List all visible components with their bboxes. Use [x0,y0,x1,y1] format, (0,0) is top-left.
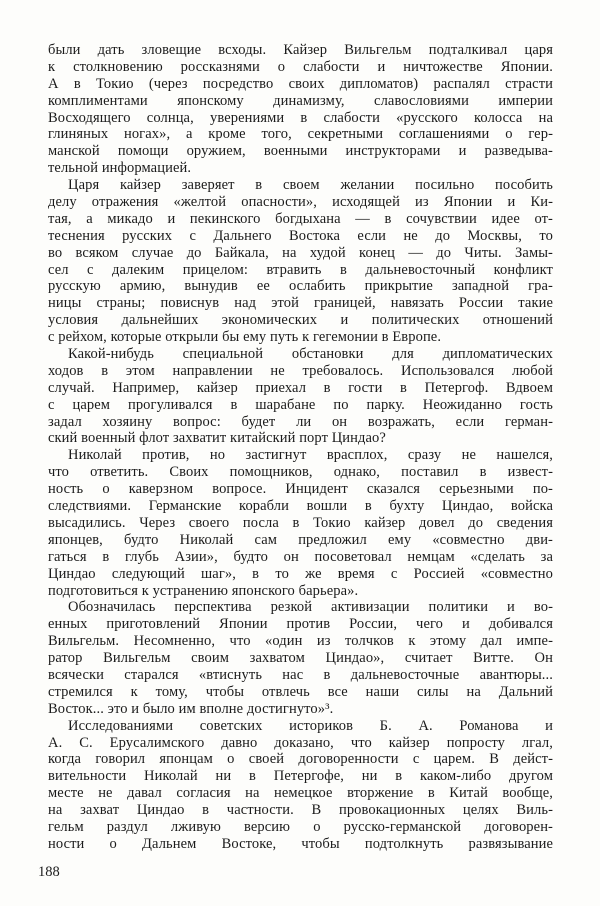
text-line: комплиментами японскому динамизму, славословиями империи [48,92,553,109]
text-line: с царем прогуливался в шарабане по парку. Неожиданно гость [48,396,553,413]
text-line: тельной информацией. [48,160,192,177]
text-line: Восходящего солнца, уверениями в слабости «русского колосса на [48,109,553,126]
text-line: тая, а микадо и пекинского богдыхана — в сочувствии идее от- [48,210,553,227]
text-line: Исследованиями советских историков Б. А. Романова и [68,717,553,734]
text-line: ницы страны; повиснув над этой границей, навязать России такие [48,295,553,312]
text-line: вительности Николай ни в Петергофе, ни в каком-либо другом [48,768,553,785]
text-line: подготовиться к устранению японского барьера». [48,582,359,599]
text-line: с рейхом, которые открыли бы ему путь к гегемонии в Европе. [48,329,442,346]
text-line: на захват Циндао в частности. В провокационных целях Виль- [48,802,553,819]
text-line: Циндао следующий шаг», в то же время с Россией «совместно [48,565,553,582]
text-line: Восток... это и было им вполне достигнуто»³. [48,700,334,717]
text-line: делу отражения «желтой опасности», исходящей из Японии и Ки- [48,194,553,211]
text-line: Какой-нибудь специальной обстановки для дипломатических [68,346,553,363]
text-line: следствиями. Германские корабли вошли в бухту Циндао, войска [48,498,553,515]
text-line: А. С. Ерусалимского давно доказано, что кайзер попросту лгал, [48,734,553,751]
text-line: случай. Например, кайзер приехал в гости в Петергоф. Вдвоем [48,379,553,396]
text-line: А в Токио (через посредство своих дипломатов) распалял страсти [48,75,553,92]
text-line: Обозначилась перспектива резкой активизации политики и во- [68,599,553,616]
text-line: что ответить. Своих помощников, однако, поставил в извест- [48,464,553,481]
text-line: глиняных ногах», а кроме того, секретными соглашениями о гер- [48,126,553,143]
page-number: 188 [38,864,60,880]
text-line: Царя кайзер заверяет в своем желании посильно пособить [68,177,553,194]
text-line: ность о каверзном вопросе. Инцидент сказался серьезными по- [48,481,553,498]
text-line: гельм раздул лживую версию о русско-германской договорен- [48,818,553,835]
text-line: Николай против, но застигнут врасплох, сразу не нашелся, [68,447,553,464]
text-line: высадились. Через своего посла в Токио кайзер довел до сведения [48,514,553,531]
text-line: теснения русских с Дальнего Востока если не до Москвы, то [48,227,553,244]
text-line: во всяком случае до Байкала, на худой конец — до Читы. Замы- [48,244,553,261]
text-line: Вильгельм. Несомненно, что «один из толчков к этому дал импе- [48,633,553,650]
text-line: условия дальнейших экономических и политических отношений [48,312,553,329]
text-line: енных приготовлений Японии против России, чего и добивался [48,616,553,633]
text-line: задал хозяину вопрос: будет ли он возражать, если герман- [48,413,553,430]
text-line: ратор Вильгельм своим захватом Циндао», считает Витте. Он [48,650,553,667]
text-line: русскую армию, вынудив ее ослабить прикрытие западной гра- [48,278,553,295]
text-line: ности о Дальнем Востоке, чтобы подтолкнуть развязывание [48,835,553,852]
text-line: сел с далеким прицелом: втравить в дальневосточный конфликт [48,261,553,278]
text-line: манской помощи оружием, военными инструкторами и разведыва- [48,143,553,160]
text-line: всячески старался «втиснуть нас в дальневосточные авантюры... [48,666,553,683]
text-column [48,42,553,853]
text-line: японцев, будто Николай сам предложил ему «совместно дви- [48,531,553,548]
text-line: ский военный флот захватит китайский порт Циндао? [48,430,386,447]
text-line: когда говорил японцам о своей договоренности с царем. В дейст- [48,751,553,768]
text-line: были дать зловещие всходы. Кайзер Вильгельм подталкивал царя [48,42,553,58]
text-line: ходов в этом направлении не требовалось. Использовался любой [48,362,553,379]
text-line: к столкновению россказнями о слабости и ничтожестве Японии. [48,58,553,75]
text-line: месте не давал согласия на немецкое вторжение в Китай вообще, [48,785,553,802]
text-line: стремился к тому, чтобы отвлечь все наши силы на Дальний [48,683,553,700]
text-line: гаться в глубь Азии», будто он посоветовал немцам «сделать за [48,548,553,565]
